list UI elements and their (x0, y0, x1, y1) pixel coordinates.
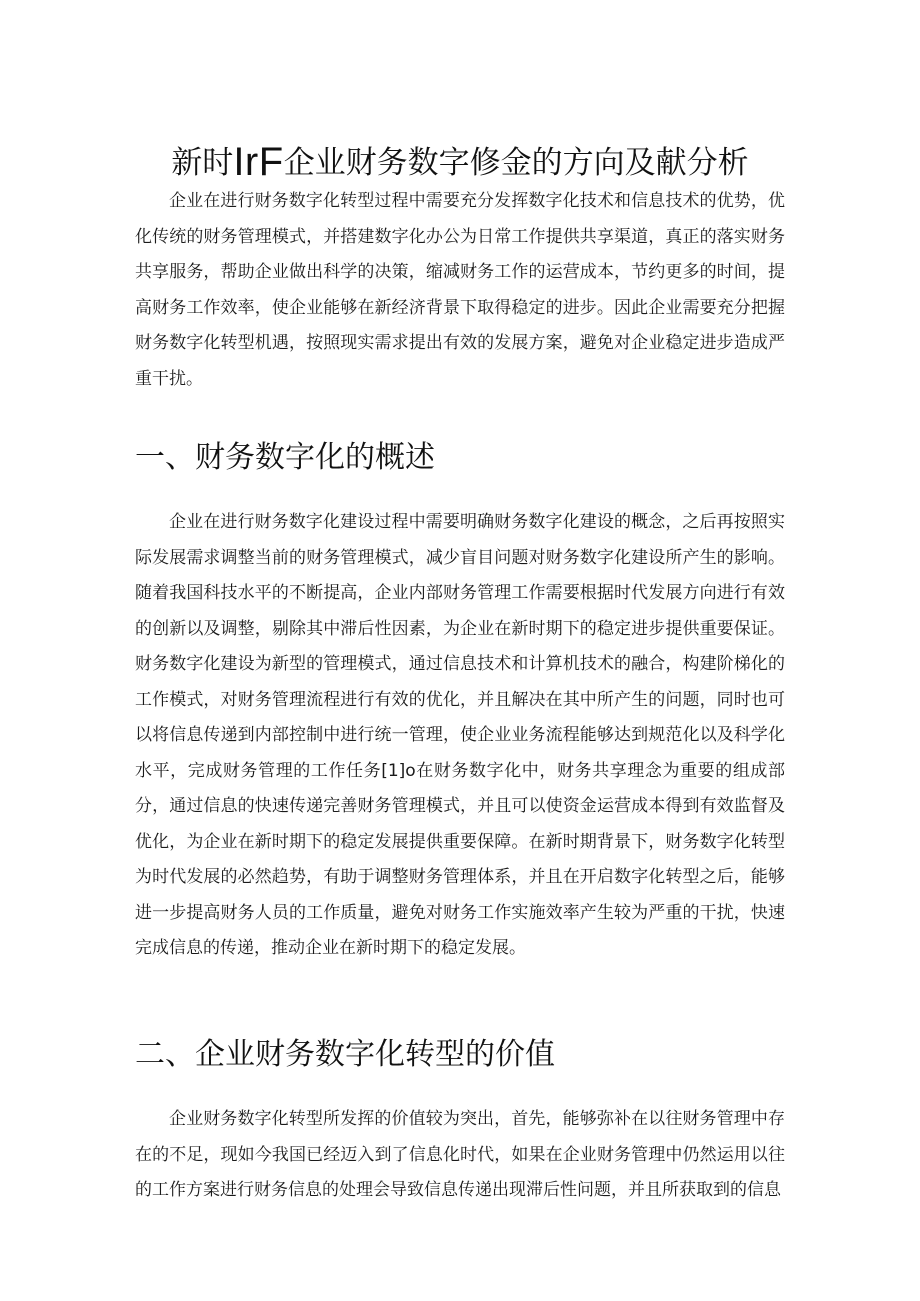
title-part-latin: IrF (233, 139, 284, 184)
intro-paragraph: 企业在进行财务数字化转型过程中需要充分发挥数字化技术和信息技术的优势，优化传统的财务管理模式，并搭建数字化办公为日常工作提供共享渠道，真正的落实财务共享服务，帮助企业做出科学的决策，缩减财务工作的运营成本，节约更多的时间，提高财务工作效率，使企业能够在新经济背景下取得稳定的进步。因此企业需要充分把握财务数字化转型机遇，按照现实需求提出有效的发展方案，避免对企业稳定进步造成严重干扰。 (135, 191, 785, 389)
title-part-after: 企业财务数字修金的方向及献分析 (283, 144, 749, 181)
document-title (110, 141, 810, 184)
section-paragraph-value: 企业财务数字化转型所发挥的价值较为突出，首先，能够弥补在以往财务管理中存在的不足，现如今我国已经迈入到了信息化时代，如果在企业财务管理中仍然运用以往的工作方案进行财务信息的处理会导致信息传递出现滞后性问题，并且所获取到的信息 (135, 1109, 785, 1200)
title-part-before: 新时 (171, 144, 234, 181)
section-paragraph-overview: 企业在进行财务数字化建设过程中需要明确财务数字化建设的概念，之后再按照实际发展需求调整当前的财务管理模式，减少盲目问题对财务数字化建设所产生的影响。随着我国科技水平的不断提高，企业内部财务管理工作需要根据时代发展方向进行有效的创新以及调整，剔除其中滞后性因素，为企业在新时期下的稳定进步提供重要保证。财务数字化建设为新型的管理模式，通过信息技术和计算机技术的融合，构建阶梯化的工作模式，对财务管理流程进行有效的优化，并且解决在其中所产生的问题，同时也可以将信息传递到内部控制中进行统一管理，使企业业务流程能够达到规范化以及科学化水平，完成财务管理的工作任务[1]o在财务数字化中，财务共享理念为重要的组成部分，通过信息的快速传递完善财务管理模式，并且可以使资金运营成本得到有效监督及优化，为企业在新时期下的稳定发展提供重要保障。在新时期背景下，财务数字化转型为时代发展的必然趋势，有助于调整财务管理体系，并且在开启数字化转型之后，能够进一步提高财务人员的工作质量，避免对财务工作实施效率产生较为严重的干扰，快速完成信息的传递，推动企业在新时期下的稳定发展。 (135, 512, 785, 958)
section-heading-overview: 一、财务数字化的概述 (135, 440, 435, 475)
section-heading-value: 二、企业财务数字化转型的价值 (135, 1037, 555, 1072)
